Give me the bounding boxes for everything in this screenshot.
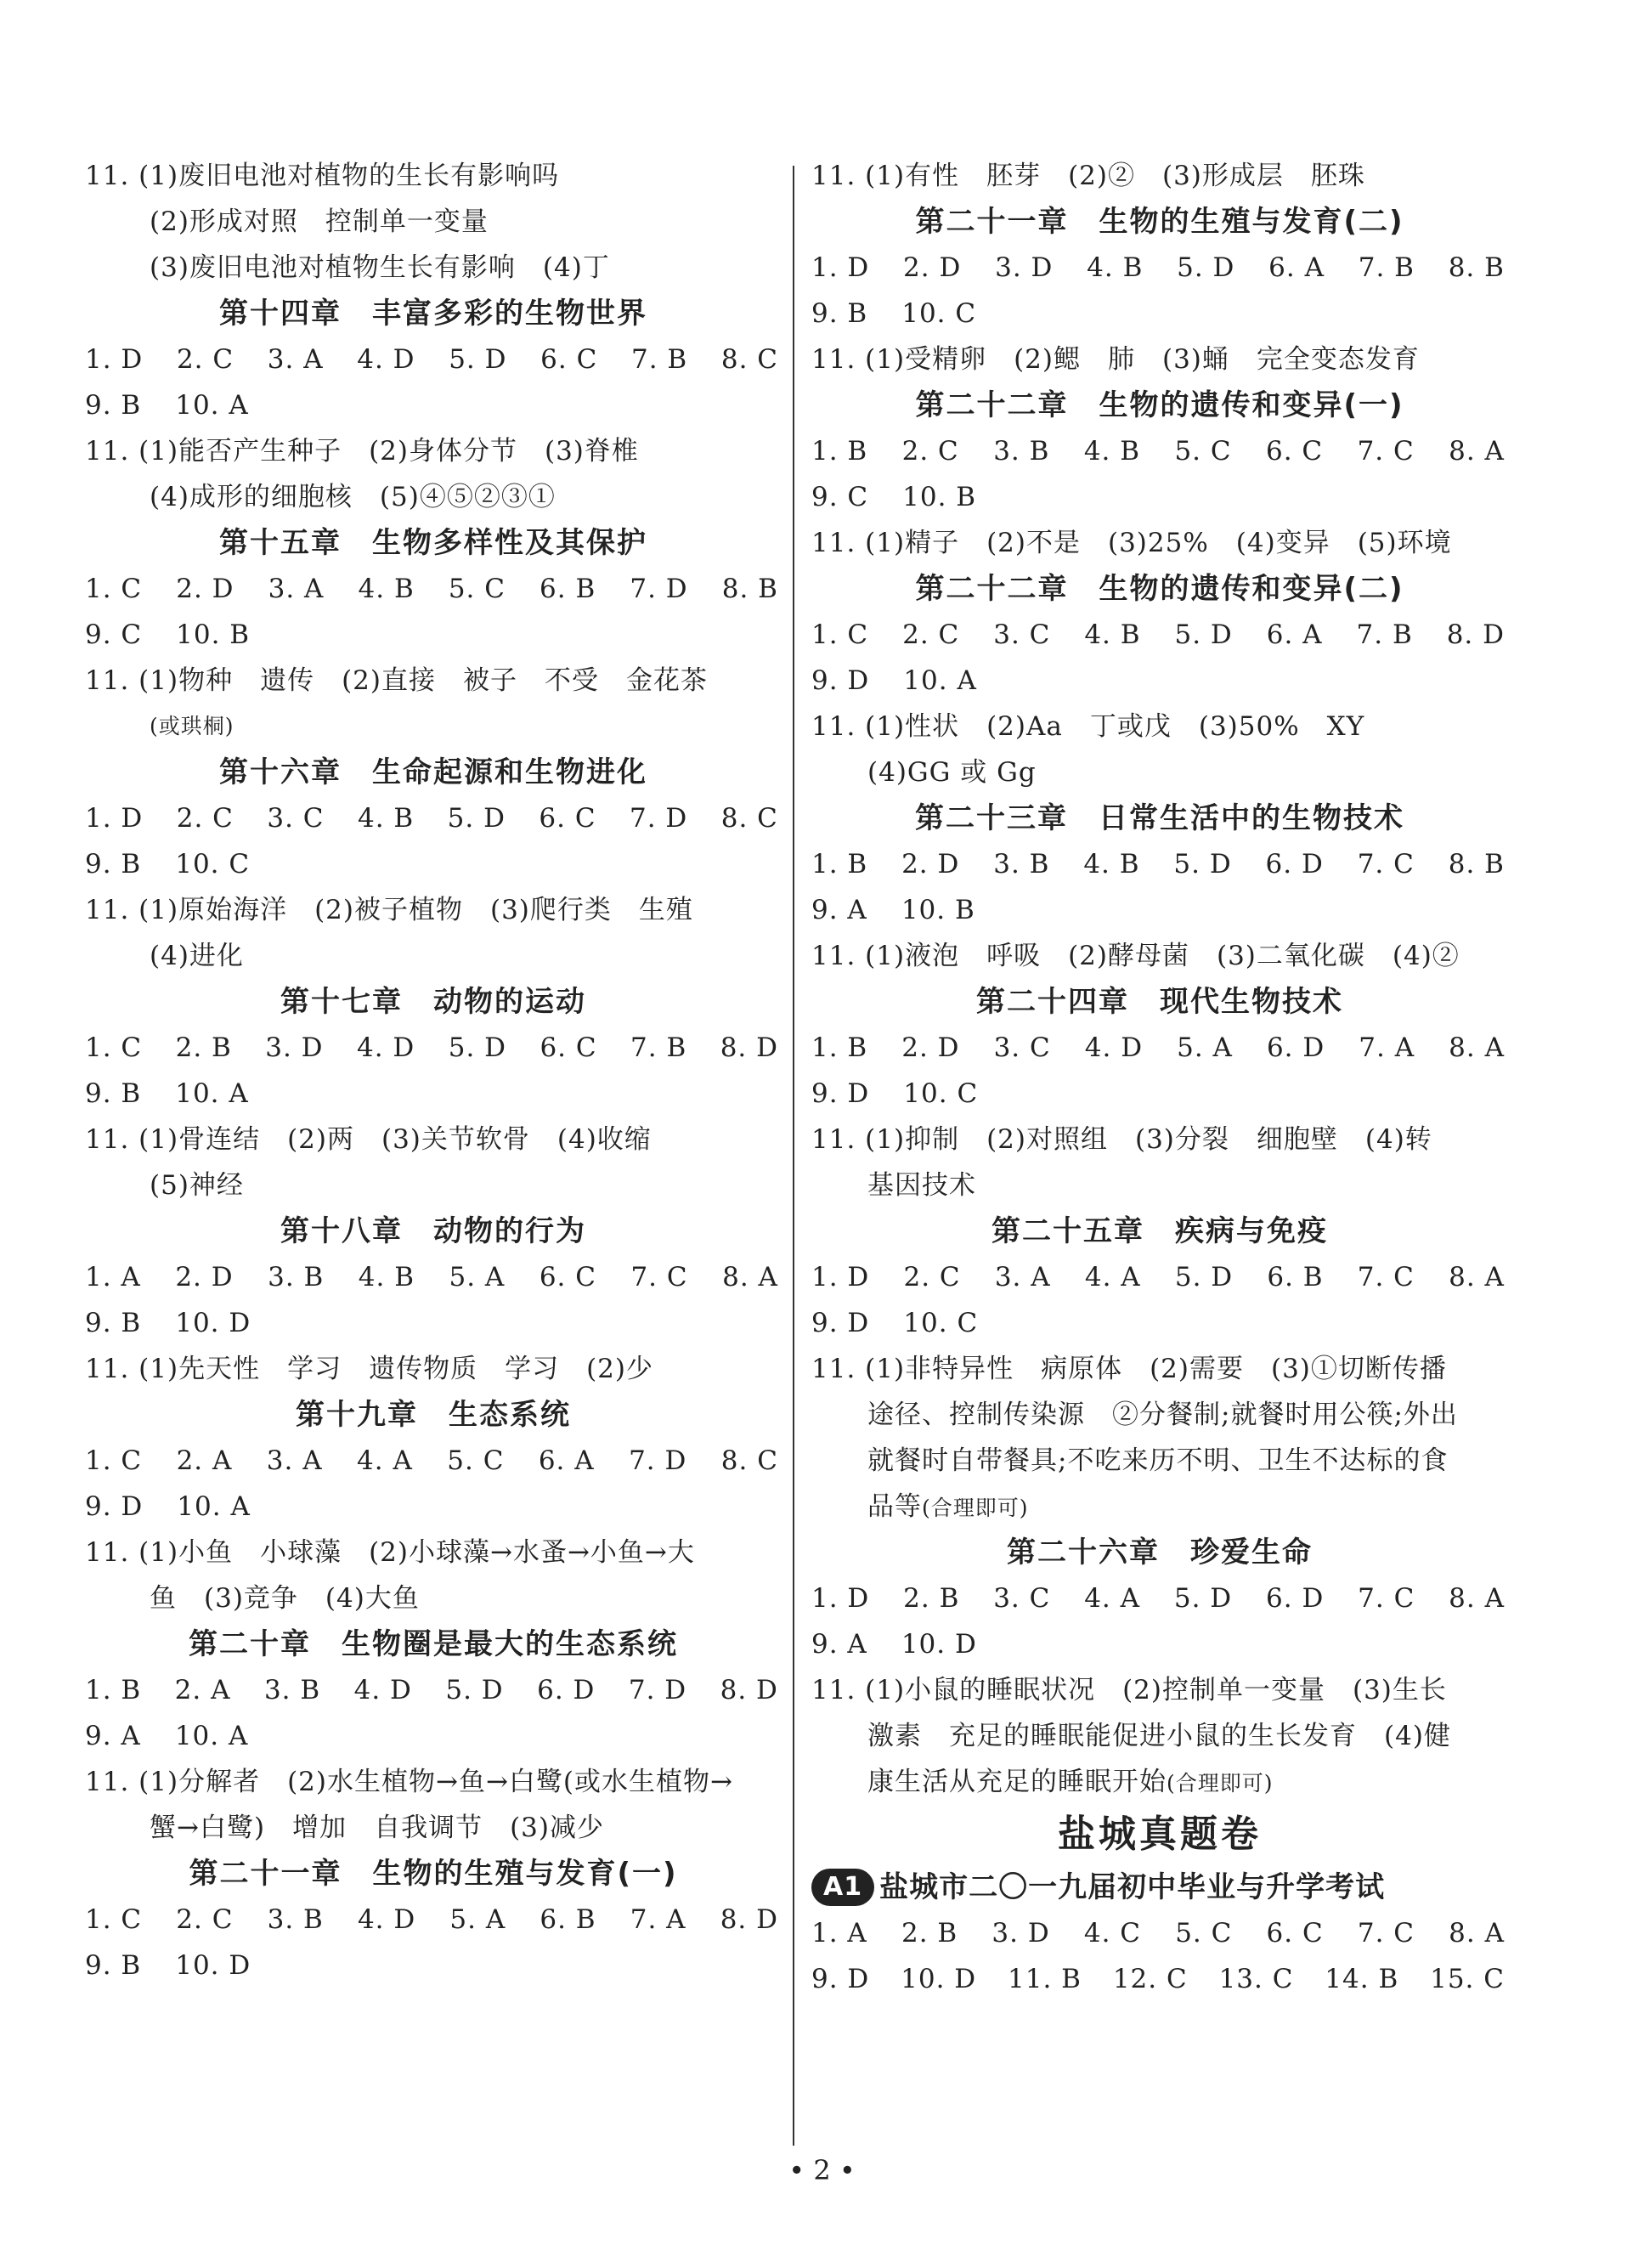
- mc-answer: 7. B: [1358, 252, 1415, 283]
- mc-answer: 8. C: [720, 803, 778, 834]
- mc-answers-row: [85, 1943, 782, 1988]
- answer-line: 就餐时自带餐具;不吃来历不明、卫生不达标的食: [867, 1445, 1449, 1476]
- mc-answer: 6. B: [540, 1904, 596, 1935]
- answer-line: 11. (1)精子 (2)不是 (3)25% (4)变异 (5)环境: [811, 528, 1452, 558]
- mc-answers-row: [811, 291, 1508, 337]
- mc-answer: 1. D: [85, 344, 144, 375]
- mc-answer: 4. B: [358, 1262, 415, 1292]
- answer-line: 11. (1)液泡 呼吸 (2)酵母菌 (3)二氧化碳 (4)②: [811, 941, 1460, 971]
- chapter-heading: 第二十四章 现代生物技术: [976, 985, 1343, 1019]
- mc-answer: 10. D: [901, 1964, 977, 1994]
- chapter-heading: 第十六章 生命起源和生物进化: [219, 755, 647, 789]
- answer-line: 鱼 (3)竞争 (4)大鱼: [150, 1583, 420, 1614]
- mc-answer: 7. C: [1357, 1918, 1415, 1948]
- mc-answer: 3. B: [993, 849, 1050, 879]
- mc-answers-row: [811, 1910, 1508, 1956]
- mc-answer: 1. C: [85, 1032, 143, 1063]
- mc-answer: 4. C: [1083, 1918, 1142, 1948]
- mc-answers-row: [85, 1484, 782, 1530]
- mc-answer: 3. C: [993, 1032, 1051, 1063]
- mc-answers-row: [811, 1956, 1508, 2002]
- mc-answer: 7. B: [630, 1032, 687, 1063]
- mc-answer: 2. C: [901, 436, 959, 467]
- mc-answer: 1. A: [85, 1262, 141, 1292]
- mc-answer: 10. C: [175, 849, 251, 879]
- answer-line: 11. (1)能否产生种子 (2)身体分节 (3)脊椎: [85, 436, 639, 467]
- mc-answer: 9. C: [811, 482, 869, 512]
- mc-answer: 7. C: [1358, 1583, 1415, 1614]
- mc-answer: 6. A: [1268, 252, 1325, 283]
- answer-line: 11. (1)原始海洋 (2)被子植物 (3)爬行类 生殖: [85, 895, 693, 925]
- answer-line: 11. (1)非特异性 病原体 (2)需要 (3)①切断传播: [811, 1354, 1447, 1384]
- mc-answers-row: [811, 428, 1508, 474]
- answer-line: 11. (1)分解者 (2)水生植物→鱼→白鹭(或水生植物→: [85, 1767, 733, 1797]
- mc-answer: 4. B: [1083, 436, 1141, 467]
- mc-answer: 8. A: [1449, 1583, 1505, 1614]
- mc-answer: 9. A: [811, 895, 867, 925]
- mc-answer: 1. B: [811, 1032, 868, 1063]
- answer-line: 11. (1)骨连结 (2)两 (3)关节软骨 (4)收缩: [85, 1124, 652, 1155]
- mc-answer: 2. C: [176, 1904, 234, 1935]
- mc-answer: 5. D: [1174, 1262, 1234, 1292]
- mc-answers-row: [811, 1300, 1508, 1346]
- mc-answer: 6. D: [1266, 1032, 1325, 1063]
- chapter-heading: 第二十二章 生物的遗传和变异(二): [915, 572, 1404, 606]
- answer-line: (3)废旧电池对植物生长有影响 (4)丁: [150, 252, 610, 283]
- mc-answer: 5. D: [445, 1675, 504, 1705]
- mc-answer: 10. A: [175, 1078, 249, 1109]
- mc-answer: 10. D: [901, 1629, 977, 1660]
- chapter-heading: 第二十一章 生物的生殖与发育(一): [189, 1857, 678, 1891]
- mc-answer: 1. D: [85, 803, 144, 834]
- mc-answer: 4. B: [1084, 619, 1141, 650]
- mc-answer: 8. D: [720, 1675, 778, 1705]
- mc-answer: 7. C: [1357, 849, 1415, 879]
- mc-answer: 3. A: [267, 344, 324, 375]
- mc-answer: 2. A: [176, 1445, 233, 1476]
- mc-answer: 8. B: [1448, 849, 1505, 879]
- mc-answer: 9. B: [85, 1308, 142, 1338]
- mc-answer: 4. B: [1087, 252, 1144, 283]
- mc-answer: 8. D: [1446, 619, 1505, 650]
- mc-answer: 1. A: [811, 1918, 867, 1948]
- mc-answers-row: [811, 1254, 1508, 1300]
- mc-answer: 6. D: [537, 1675, 596, 1705]
- mc-answer: 5. A: [449, 1904, 506, 1935]
- mc-answers-row: [811, 1575, 1508, 1621]
- mc-answers-row: [85, 1713, 782, 1759]
- mc-answer: 7. A: [1359, 1032, 1415, 1063]
- answer-line: 11. (1)小鼠的睡眠状况 (2)控制单一变量 (3)生长: [811, 1675, 1447, 1705]
- mc-answer: 5. C: [1175, 1918, 1233, 1948]
- mc-answers-row: [811, 1025, 1508, 1071]
- mc-answers-row: [811, 1071, 1508, 1117]
- mc-answer: 10. C: [903, 1308, 979, 1338]
- chapter-heading: 第二十二章 生物的遗传和变异(一): [915, 388, 1404, 422]
- mc-answer: 10. B: [902, 482, 977, 512]
- answer-line: 激素 充足的睡眠能促进小鼠的生长发育 (4)健: [867, 1721, 1451, 1751]
- page-number: • 2 •: [788, 2154, 856, 2186]
- mc-answer: 3. B: [993, 436, 1050, 467]
- mc-answer: 2. D: [903, 252, 962, 283]
- chapter-heading: 第十九章 生态系统: [296, 1398, 571, 1432]
- mc-answer: 10. A: [903, 665, 977, 696]
- mc-answer: 7. D: [630, 574, 688, 604]
- mc-answers-row: [85, 841, 782, 887]
- mc-answers-row: [811, 612, 1508, 658]
- answer-line: [811, 1484, 1508, 1530]
- mc-answer: 8. D: [720, 1904, 778, 1935]
- mc-answer: 5. A: [1177, 1032, 1233, 1063]
- mc-answer: 1. D: [811, 1583, 870, 1614]
- answer-line: 11. (1)物种 遗传 (2)直接 被子 不受 金花茶: [85, 665, 708, 696]
- column-divider: [793, 166, 794, 2146]
- mc-answer: 7. B: [1356, 619, 1413, 650]
- mc-answer: 9. A: [811, 1629, 867, 1660]
- mc-answer: 8. A: [1449, 1918, 1505, 1948]
- mc-answer: 3. C: [993, 619, 1051, 650]
- mc-answer: 10. A: [177, 1491, 251, 1522]
- left-column: [85, 153, 782, 1988]
- mc-answer: 5. C: [448, 574, 506, 604]
- mc-answer: 8. B: [1448, 252, 1505, 283]
- mc-answer: 2. C: [902, 619, 960, 650]
- mc-answer: 5. D: [447, 803, 506, 834]
- exam-badge: A1: [811, 1869, 874, 1906]
- mc-answer: 3. A: [994, 1262, 1051, 1292]
- answer-line: 11. (1)废旧电池对植物的生长有影响吗: [85, 161, 560, 191]
- mc-answer: 3. D: [265, 1032, 324, 1063]
- mc-answers-row: [85, 1300, 782, 1346]
- answer-note: (合理即可): [922, 1496, 1029, 1520]
- exam-title: 盐城市二〇一九届初中毕业与升学考试: [879, 1870, 1386, 1904]
- mc-answer: 6. D: [1265, 849, 1324, 879]
- answer-line: (4)成形的细胞核 (5)④⑤②③①: [150, 482, 556, 512]
- mc-answer: 9. B: [85, 849, 142, 879]
- answer-line: 蟹→白鹭) 增加 自我调节 (3)减少: [150, 1813, 604, 1843]
- answer-line: (5)神经: [150, 1170, 244, 1201]
- mc-answer: 9. B: [85, 390, 142, 421]
- mc-answer: 10. A: [175, 390, 249, 421]
- mc-answer: 9. D: [811, 1078, 870, 1109]
- mc-answers-row: [85, 612, 782, 658]
- answer-line: (4)进化: [150, 941, 244, 971]
- mc-answer: 3. C: [267, 803, 325, 834]
- mc-answer: 8. A: [1449, 1032, 1505, 1063]
- mc-answer: 8. A: [1449, 1262, 1505, 1292]
- mc-answer: 4. B: [358, 574, 415, 604]
- mc-answer: 6. C: [1266, 436, 1324, 467]
- mc-answer: 2. C: [176, 344, 234, 375]
- mc-answers-row: [85, 1254, 782, 1300]
- mc-answer: 8. C: [720, 1445, 778, 1476]
- mc-answer: 10. D: [175, 1308, 251, 1338]
- answer-line: 11. (1)有性 胚芽 (2)② (3)形成层 胚珠: [811, 161, 1365, 191]
- mc-answer: 13. C: [1218, 1964, 1294, 1994]
- mc-answer: 5. A: [449, 1262, 506, 1292]
- mc-answer: 1. C: [85, 574, 143, 604]
- answer-line: (2)形成对照 控制单一变量: [150, 206, 489, 237]
- mc-answer: 6. D: [1266, 1583, 1325, 1614]
- mc-answer: 2. D: [176, 574, 234, 604]
- mc-answer: 6. C: [540, 344, 598, 375]
- mc-answer: 5. D: [1174, 619, 1233, 650]
- mc-answer: 3. B: [267, 1904, 324, 1935]
- mc-answer: 2. C: [176, 803, 234, 834]
- mc-answers-row: [811, 1621, 1508, 1667]
- mc-answer: 2. B: [901, 1918, 958, 1948]
- mc-answer: 8. B: [721, 574, 778, 604]
- mc-answer: 4. A: [357, 1445, 413, 1476]
- mc-answer: 4. B: [1083, 849, 1140, 879]
- mc-answer: 9. A: [85, 1721, 141, 1751]
- mc-answer: 1. B: [811, 436, 868, 467]
- mc-answer: 7. C: [1357, 1262, 1415, 1292]
- chapter-heading: 第二十一章 生物的生殖与发育(二): [915, 205, 1404, 239]
- mc-answer: 6. A: [1266, 619, 1323, 650]
- mc-answer: 1. C: [85, 1445, 143, 1476]
- mc-answer: 3. A: [268, 574, 325, 604]
- mc-answers-row: [85, 337, 782, 382]
- mc-answers-row: [85, 1897, 782, 1943]
- mc-answer: 10. D: [175, 1950, 251, 1981]
- mc-answer: 3. A: [266, 1445, 323, 1476]
- chapter-heading: 第二十六章 珍爱生命: [1007, 1536, 1313, 1570]
- mc-answers-row: [85, 382, 782, 428]
- mc-answer: 6. C: [539, 803, 596, 834]
- chapter-heading: 第二十章 生物圈是最大的生态系统: [189, 1627, 678, 1661]
- mc-answers-row: [85, 795, 782, 841]
- mc-answer: 5. C: [1174, 436, 1232, 467]
- mc-answer: 14. B: [1325, 1964, 1399, 1994]
- answer-text: 康生活从充足的睡眠开始: [867, 1767, 1167, 1797]
- mc-answer: 5. D: [1173, 1583, 1233, 1614]
- mc-answer: 10. B: [176, 619, 251, 650]
- answer-note: (或珙桐): [150, 714, 234, 738]
- mc-answer: 11. B: [1008, 1964, 1082, 1994]
- answer-line: 11. (1)先天性 学习 遗传物质 学习 (2)少: [85, 1354, 653, 1384]
- mc-answer: 6. C: [1266, 1918, 1324, 1948]
- mc-answer: 10. C: [901, 298, 977, 329]
- mc-answer: 7. D: [630, 803, 688, 834]
- answer-line: 途径、控制传染源 ②分餐制;就餐时用公筷;外出: [867, 1400, 1458, 1430]
- mc-answers-row: [811, 841, 1508, 887]
- mc-answer: 6. C: [540, 1032, 597, 1063]
- answer-text: 品等: [867, 1491, 922, 1522]
- mc-answer: 5. C: [447, 1445, 505, 1476]
- mc-answer: 4. B: [357, 803, 415, 834]
- mc-answers-row: [85, 1667, 782, 1713]
- mc-answer: 3. B: [263, 1675, 321, 1705]
- mc-answers-row: [811, 658, 1508, 704]
- mc-answer: 8. D: [720, 1032, 778, 1063]
- answer-line: (4)GG 或 Gg: [867, 757, 1037, 788]
- answer-line: [811, 1759, 1508, 1805]
- mc-answer: 2. A: [174, 1675, 231, 1705]
- mc-answers-row: [85, 1438, 782, 1484]
- mc-answers-row: [811, 245, 1508, 291]
- mc-answer: 4. D: [353, 1675, 412, 1705]
- mc-answer: 4. D: [357, 344, 415, 375]
- mc-answer: 1. C: [811, 619, 869, 650]
- answer-line: 11. (1)抑制 (2)对照组 (3)分裂 细胞壁 (4)转: [811, 1124, 1432, 1155]
- answer-line: 11. (1)性状 (2)Aa 丁或戊 (3)50% XY: [811, 711, 1365, 742]
- mc-answer: 2. B: [175, 1032, 232, 1063]
- mc-answers-row: [811, 474, 1508, 520]
- exam-title-row: [811, 1864, 1508, 1910]
- chapter-heading: 第十五章 生物多样性及其保护: [219, 526, 647, 560]
- mc-answer: 9. B: [85, 1078, 142, 1109]
- mc-answer: 5. D: [1173, 849, 1232, 879]
- mc-answers-row: [85, 566, 782, 612]
- mc-answer: 6. A: [538, 1445, 595, 1476]
- mc-answer: 1. C: [85, 1904, 143, 1935]
- mc-answer: 6. B: [540, 574, 596, 604]
- mc-answer: 3. D: [995, 252, 1054, 283]
- answer-line: 11. (1)受精卵 (2)鳃 肺 (3)蛹 完全变态发育: [811, 344, 1420, 375]
- mc-answer: 3. D: [991, 1918, 1050, 1948]
- mc-answer: 10. C: [903, 1078, 979, 1109]
- mc-answer: 4. D: [357, 1904, 416, 1935]
- mc-answer: 8. C: [720, 344, 778, 375]
- answer-line: 基因技术: [867, 1170, 976, 1201]
- mc-answer: 2. D: [901, 1032, 960, 1063]
- mc-answer: 7. C: [1357, 436, 1415, 467]
- mc-answer: 4. D: [356, 1032, 415, 1063]
- mc-answers-row: [85, 1071, 782, 1117]
- mc-answer: 15. C: [1430, 1964, 1505, 1994]
- answer-line: 11. (1)小鱼 小球藻 (2)小球藻→水蚤→小鱼→大: [85, 1537, 695, 1568]
- answer-note: (合理即可): [1167, 1771, 1274, 1796]
- mc-answer: 3. C: [993, 1583, 1051, 1614]
- mc-answer: 9. D: [811, 1964, 870, 1994]
- chapter-heading: 第十八章 动物的行为: [280, 1214, 586, 1248]
- mc-answer: 5. D: [1177, 252, 1235, 283]
- mc-answer: 4. D: [1084, 1032, 1144, 1063]
- mc-answer: 2. B: [903, 1583, 960, 1614]
- mc-answer: 2. D: [901, 849, 960, 879]
- mc-answer: 8. A: [1449, 436, 1505, 467]
- section-title: 盐城真题卷: [1058, 1813, 1262, 1856]
- mc-answer: 5. D: [449, 344, 507, 375]
- mc-answer: 12. C: [1112, 1964, 1188, 1994]
- chapter-heading: 第十四章 丰富多彩的生物世界: [219, 297, 647, 331]
- mc-answer: 7. B: [630, 344, 688, 375]
- mc-answer: 4. A: [1084, 1262, 1141, 1292]
- mc-answer: 2. C: [903, 1262, 961, 1292]
- mc-answer: 6. B: [1267, 1262, 1324, 1292]
- mc-answer: 5. D: [448, 1032, 507, 1063]
- mc-answers-row: [85, 1025, 782, 1071]
- mc-answer: 7. D: [628, 1675, 687, 1705]
- mc-answer: 3. B: [268, 1262, 325, 1292]
- mc-answer: 8. A: [722, 1262, 778, 1292]
- mc-answer: 6. C: [539, 1262, 596, 1292]
- chapter-heading: 第十七章 动物的运动: [280, 985, 586, 1019]
- mc-answer: 9. C: [85, 619, 143, 650]
- mc-answer: 7. C: [630, 1262, 688, 1292]
- mc-answer: 10. A: [174, 1721, 249, 1751]
- chapter-heading: 第二十五章 疾病与免疫: [991, 1214, 1328, 1248]
- mc-answer: 7. A: [630, 1904, 686, 1935]
- mc-answer: 1. D: [811, 252, 870, 283]
- mc-answer: 9. D: [811, 1308, 870, 1338]
- right-column: [811, 153, 1508, 2002]
- mc-answer: 7. D: [629, 1445, 687, 1476]
- mc-answer: 9. D: [85, 1491, 144, 1522]
- mc-answer: 2. D: [175, 1262, 234, 1292]
- mc-answer: 9. B: [811, 298, 868, 329]
- mc-answer: 1. B: [811, 849, 868, 879]
- mc-answer: 4. A: [1084, 1583, 1141, 1614]
- mc-answer: 1. B: [85, 1675, 142, 1705]
- mc-answer: 10. B: [901, 895, 975, 925]
- mc-answer: 1. D: [811, 1262, 870, 1292]
- chapter-heading: 第二十三章 日常生活中的生物技术: [915, 801, 1404, 835]
- mc-answer: 9. B: [85, 1950, 142, 1981]
- mc-answer: 9. D: [811, 665, 870, 696]
- mc-answers-row: [811, 887, 1508, 933]
